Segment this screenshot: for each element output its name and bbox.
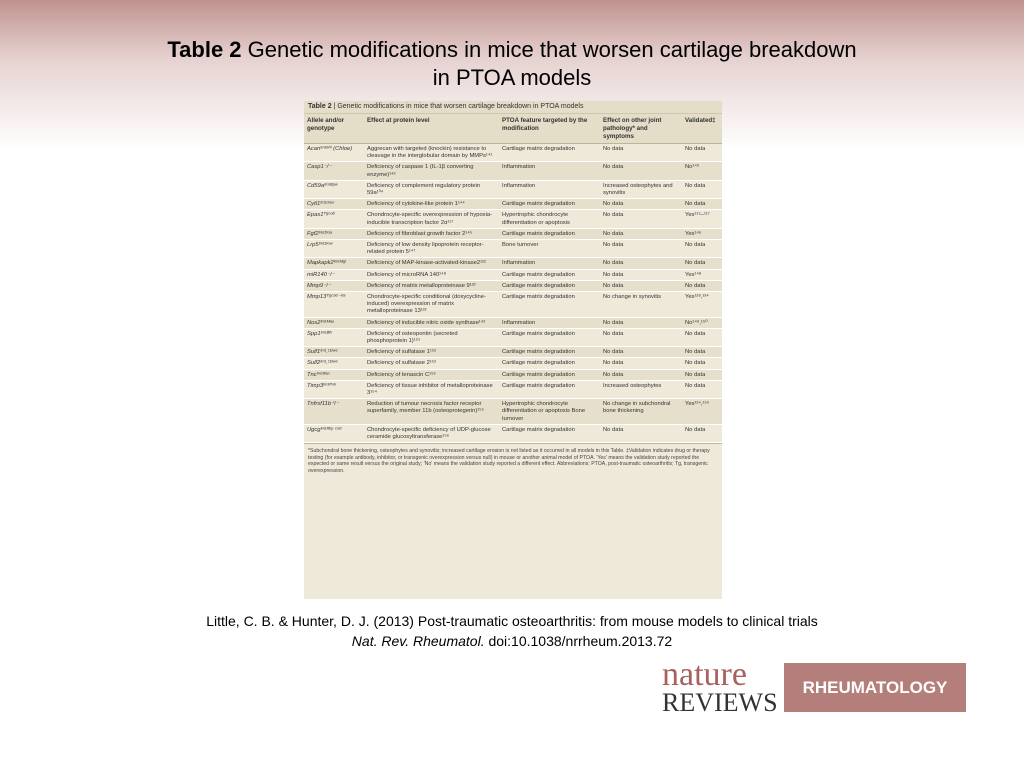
table-cell: Increased osteophytes and synovitis: [600, 180, 682, 198]
table-cell: Deficiency of sulfatase 1¹⁵²: [364, 347, 499, 358]
table-cell: Cartilage matrix degradation: [499, 144, 600, 162]
table-cell: Mmp13ᵀᵍᶜᵒˡ²⁻ʳᵗᵃ: [304, 292, 364, 318]
citation-doi: doi:10.1038/nrrheum.2013.72: [484, 633, 673, 649]
table-cell: Tnfrsf11b⁺/⁻: [304, 399, 364, 425]
table-cell: Inflammation: [499, 258, 600, 269]
table-cell: Deficiency of microRNA 140¹⁴⁸: [364, 269, 499, 280]
table-header-row: [304, 114, 722, 144]
table-cell: Inflammation: [499, 162, 600, 180]
table-row: [304, 199, 722, 210]
table-cell: Inflammation: [499, 180, 600, 198]
table-cell: Cartilage matrix degradation: [499, 369, 600, 380]
table-cell: Deficiency of fibroblast growth factor 2¹⁴⁵: [364, 228, 499, 239]
figure-caption: [304, 101, 722, 114]
table-row: [304, 269, 722, 280]
table-cell: No data: [600, 328, 682, 346]
table-cell: Cartilage matrix degradation: [499, 269, 600, 280]
table-row: [304, 358, 722, 369]
table-cell: Cartilage matrix degradation: [499, 292, 600, 318]
table-cell: Deficiency of complement regulatory protein 59a¹⁰⁴: [364, 180, 499, 198]
figure-caption-text: | Genetic modifications in mice that worsen cartilage breakdown in PTOA models: [331, 103, 584, 110]
table-cell: Cartilage matrix degradation: [499, 380, 600, 398]
table-cell: Deficiency of caspase 1 (IL-1β converting enzyme)¹⁴²: [364, 162, 499, 180]
table-cell: Lrp5ᵗᵐ¹ᴰᵒʷ: [304, 240, 364, 258]
table-cell: Nos2ᵗᵐ¹ᴹᵃᵘ: [304, 317, 364, 328]
table-cell: Aggrecan with targeted (knockin) resistance to cleavage in the interglobular domain by MMPs¹⁴¹: [364, 144, 499, 162]
table-cell: Deficiency of sulfatase 2¹⁵²: [364, 358, 499, 369]
table-cell: No data: [682, 258, 722, 269]
slide-title: [0, 36, 1024, 92]
table-cell: Acanᵗᵐ¹ᴹⁱᵗ (Chloe): [304, 144, 364, 162]
table-cell: No data: [600, 317, 682, 328]
column-header: Effect on other joint pathology* and symptoms: [600, 114, 682, 144]
table-cell: No data: [682, 328, 722, 346]
table-row: [304, 317, 722, 328]
table-row: [304, 180, 722, 198]
logo-reviews-text: REVIEWS: [662, 688, 778, 717]
table-row: [304, 240, 722, 258]
table-cell: Tncᵗᵐ¹ᴿᵃⁿ: [304, 369, 364, 380]
table-cell: No data: [682, 180, 722, 198]
table-cell: Deficiency of osteopontin (secreted phosphoprotein 1)¹⁵¹: [364, 328, 499, 346]
table-cell: Deficiency of inducible nitric oxide synthase¹⁴²: [364, 317, 499, 328]
table-cell: No change in subchondral bone thickening: [600, 399, 682, 425]
figure-caption-label: Table 2: [308, 103, 332, 110]
table-cell: miR140⁻/⁻: [304, 269, 364, 280]
table-cell: Sulf1ᵗᵐ¹.¹ᴰʷᵉ: [304, 347, 364, 358]
table-cell: Cartilage matrix degradation: [499, 228, 600, 239]
table-cell: Hypertrophic chondrocyte differentiation or apoptosis: [499, 210, 600, 228]
table-cell: No data: [600, 240, 682, 258]
table-cell: Yes¹¹⁵–¹¹⁷: [682, 210, 722, 228]
citation-journal: Nat. Rev. Rheumatol.: [351, 633, 485, 649]
table-cell: No data: [600, 347, 682, 358]
table-cell: No data: [600, 258, 682, 269]
column-header: Effect at protein level: [364, 114, 499, 144]
table-cell: Cd59aᵗᵐ¹ᴮᵖʷ: [304, 180, 364, 198]
table-cell: Deficiency of tenascin C¹⁵³: [364, 369, 499, 380]
column-header: Allele and/or genotype: [304, 114, 364, 144]
table-cell: Deficiency of MAP-kinase-activated-kinase2¹²²: [364, 258, 499, 269]
table-cell: No¹⁴⁹,¹⁵⁰: [682, 317, 722, 328]
table-cell: Deficiency of tissue inhibitor of metalloproteinase 3¹⁵⁴: [364, 380, 499, 398]
table-cell: Yes¹⁴⁶: [682, 228, 722, 239]
table-cell: Mmp9⁻/⁻: [304, 280, 364, 291]
table-cell: Chondrocyte-specific deficiency of UDP-glucose ceramide glucosyltransferase¹⁵⁶: [364, 424, 499, 442]
table-cell: Cartilage matrix degradation: [499, 358, 600, 369]
table-cell: Inflammation: [499, 317, 600, 328]
table-cell: Cartilage matrix degradation: [499, 424, 600, 442]
table-cell: No data: [682, 369, 722, 380]
table-cell: Cartilage matrix degradation: [499, 328, 600, 346]
table-cell: Bone turnover: [499, 240, 600, 258]
table-row: [304, 228, 722, 239]
table-cell: No data: [600, 162, 682, 180]
table-cell: Ugcgᵗᵐ¹ᴿᵇᵖ ᶜᵒˡ²: [304, 424, 364, 442]
table-cell: No data: [600, 280, 682, 291]
table-row: [304, 162, 722, 180]
citation: [0, 611, 1024, 651]
nature-reviews-rheumatology-logo: [660, 656, 966, 717]
modifications-table: [304, 114, 722, 443]
table-cell: No data: [682, 358, 722, 369]
table-cell: No data: [682, 280, 722, 291]
table-cell: Yes¹²⁸,¹³⁴: [682, 292, 722, 318]
logo-section-box: RHEUMATOLOGY: [784, 663, 966, 712]
table-cell: Fgf2ᵗᵐ¹ᴰᵒᵃ: [304, 228, 364, 239]
table-cell: Chondrocyte-specific overexpression of hypoxia-inducible transcription factor 2α¹¹⁷: [364, 210, 499, 228]
column-header: PTOA feature targeted by the modification: [499, 114, 600, 144]
table-cell: Increased osteophytes: [600, 380, 682, 398]
table-cell: No data: [682, 380, 722, 398]
table-cell: Cytl1ᵗᵐ¹ᶜʰᵘⁿ: [304, 199, 364, 210]
table-cell: No data: [682, 144, 722, 162]
table-cell: No data: [600, 369, 682, 380]
table-row: [304, 210, 722, 228]
table-cell: No data: [600, 228, 682, 239]
table-cell: Yes¹²⁴,¹⁵⁵: [682, 399, 722, 425]
table-row: [304, 280, 722, 291]
table-row: [304, 144, 722, 162]
table-cell: Sulf2ᵗᵐ¹.¹ᴰʷᵉ: [304, 358, 364, 369]
table-cell: Cartilage matrix degradation: [499, 347, 600, 358]
table-footnote: *Subchondral bone thickening, osteophytes and synovitis; increased cartilage erosion is not listed as it occurred in all models in this Table. ‡Validation indicates drug or therapy testing (for example antibody, inhibitor, or transgenic overexpression versus null) in mouse or another animal model of PTOA. 'Yes' means the validation study reported the expected or same result versus the original study; 'No' means the validation study reported a different effect. Abbreviations: PTOA, post-traumatic osteoarthritis; Tg, transgenic overexpression.: [304, 443, 722, 478]
table-cell: Cartilage matrix degradation: [499, 280, 600, 291]
table-cell: Yes¹⁴⁸: [682, 269, 722, 280]
table-row: [304, 380, 722, 398]
citation-line1: Little, C. B. & Hunter, D. J. (2013) Post-traumatic osteoarthritis: from mouse models to clinical trials: [206, 613, 818, 629]
table-cell: Chondrocyte-specific conditional (doxycycline-induced) overexpression of matrix metalloproteinase 13¹²²: [364, 292, 499, 318]
table-cell: No data: [600, 210, 682, 228]
table-cell: Cartilage matrix degradation: [499, 199, 600, 210]
title-label: Table 2: [167, 37, 242, 62]
table-body: [304, 144, 722, 443]
table-cell: No data: [600, 269, 682, 280]
table-row: [304, 424, 722, 442]
logo-nature-text: nature: [662, 656, 747, 693]
title-line2: in PTOA models: [432, 65, 592, 90]
table-cell: No data: [600, 424, 682, 442]
table-cell: Epas1ᵀᵍᶜᵒˡ²: [304, 210, 364, 228]
table-cell: No¹⁴³: [682, 162, 722, 180]
table-row: [304, 399, 722, 425]
table-cell: No data: [682, 199, 722, 210]
table-cell: No data: [682, 424, 722, 442]
table-cell: No data: [682, 347, 722, 358]
table-cell: No change in synovitis: [600, 292, 682, 318]
table-row: [304, 369, 722, 380]
table-row: [304, 347, 722, 358]
table-figure: [304, 101, 722, 599]
table-cell: Deficiency of matrix metalloproteinase 9¹²²: [364, 280, 499, 291]
column-header: Validated‡: [682, 114, 722, 144]
table-cell: Deficiency of low density lipoprotein receptor-related protein 5¹⁴⁷: [364, 240, 499, 258]
table-cell: Hypertrophic chondrocyte differentiation or apoptosis Bone turnover: [499, 399, 600, 425]
table-row: [304, 328, 722, 346]
table-cell: Mapkapk2ᵗᵐ¹ᴹᵍˡ: [304, 258, 364, 269]
table-cell: Spp1ᵗᵐ¹ᴮˡʰ: [304, 328, 364, 346]
table-cell: Timp3ᵗᵐ¹ᴾᵒʰ: [304, 380, 364, 398]
table-cell: Deficiency of cytokine-like protein 1¹⁴⁴: [364, 199, 499, 210]
table-cell: No data: [600, 144, 682, 162]
table-cell: No data: [682, 240, 722, 258]
table-cell: Reduction of tumour necrosis factor receptor superfamily, member 11b (osteoprotegerin)¹⁵⁵: [364, 399, 499, 425]
title-text: Genetic modifications in mice that worsen cartilage breakdown: [241, 37, 857, 62]
table-cell: No data: [600, 199, 682, 210]
table-cell: No data: [600, 358, 682, 369]
table-cell: Casp1⁻/⁻: [304, 162, 364, 180]
table-row: [304, 258, 722, 269]
table-row: [304, 292, 722, 318]
